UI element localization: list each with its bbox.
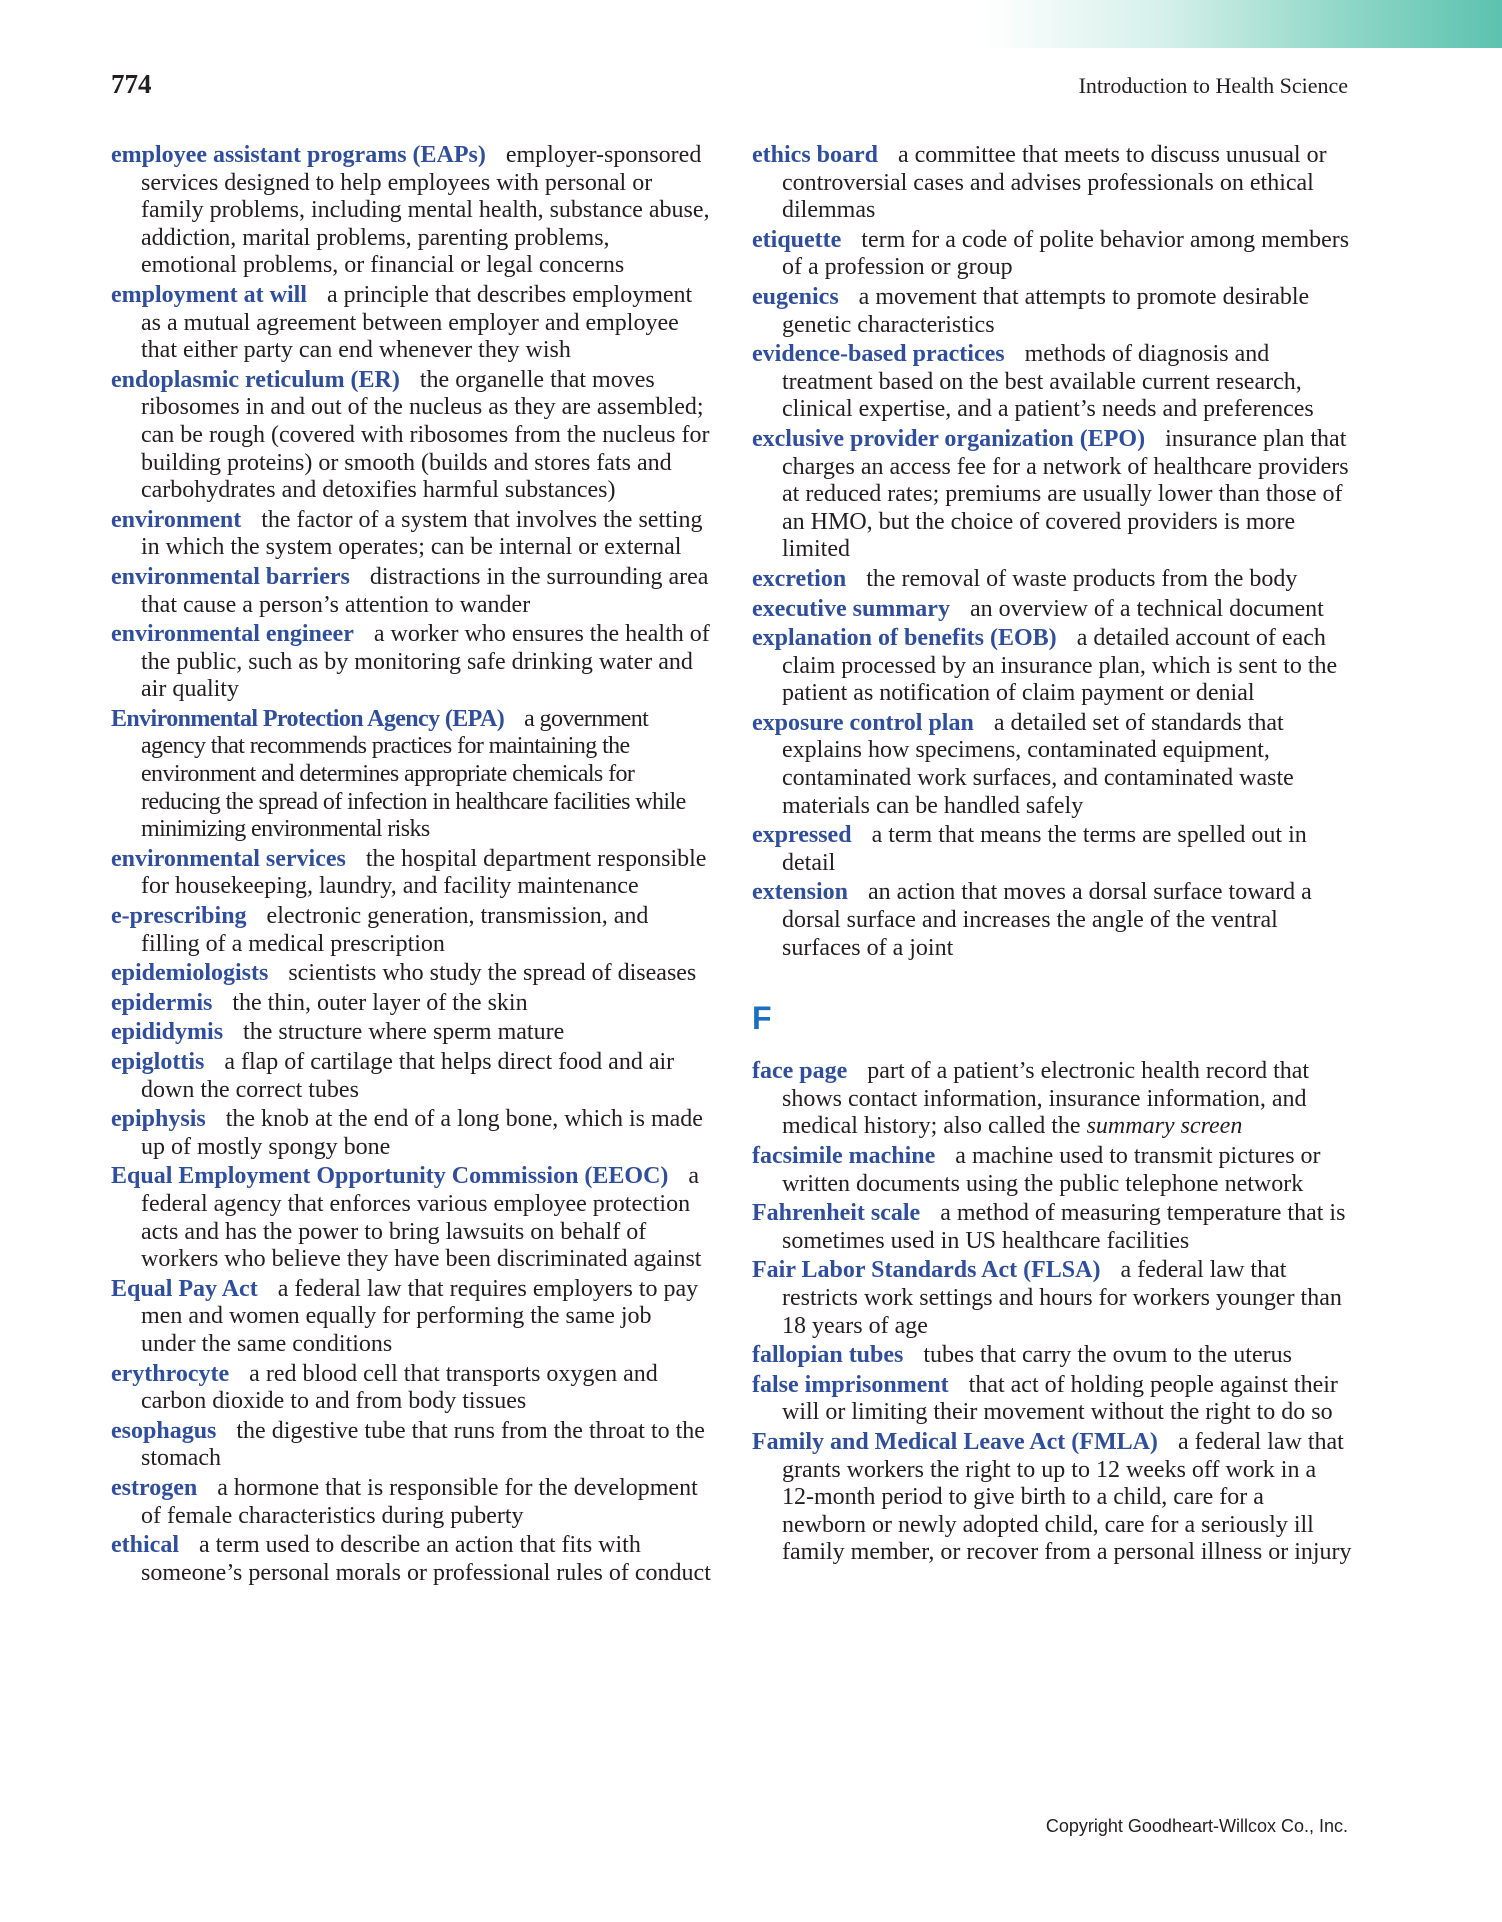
glossary-term: estrogen [111,1474,198,1501]
glossary-term: esophagus [111,1417,217,1444]
glossary-term: e-prescribing [111,903,247,930]
glossary-definition: a government agency that recommends practices for maintaining the environment and determines appropriate chemicals for reducing the spread of infection in healthcare facilities while minimizing environmental risks [141,705,686,843]
glossary-definition: a term used to describe an action that fits with someone’s personal morals or professional rules of conduct [141,1532,711,1586]
glossary-definition: scientists who study the spread of diseases [288,960,697,987]
glossary-entry [111,1418,711,1473]
glossary-entry [752,142,1352,225]
glossary-entry [111,990,711,1018]
glossary-term: Fair Labor Standards Act (FLSA) [752,1257,1101,1284]
glossary-entry [111,142,711,280]
glossary-entry [111,1276,711,1359]
glossary-entry [111,1049,711,1104]
glossary-definition: the factor of a system that involves the setting in which the system operates; can be internal or external [141,506,703,561]
glossary-entry [111,1475,711,1530]
glossary-term: fallopian tubes [752,1342,904,1369]
glossary-entry [111,706,711,844]
glossary-definition: the hospital department responsible for housekeeping, laundry, and facility maintenance [141,845,707,900]
glossary-definition: a principle that describes employment as a mutual agreement between employer and employee that either party can end whenever they wish [141,281,693,364]
glossary-term: environment [111,506,242,533]
glossary-definition: a hormone that is responsible for the development of female characteristics during puberty [141,1474,698,1529]
glossary-entry [752,1200,1352,1255]
glossary-entry [111,564,711,619]
glossary-entry [111,1163,711,1273]
glossary-definition: a federal law that restricts work settings and hours for workers younger than 18 years of age [782,1257,1342,1339]
glossary-term: erythrocyte [111,1360,230,1387]
glossary-definition: insurance plan that charges an access fee for a network of healthcare providers at reduced rates; premiums are usually lower than those of an HMO, but the choice of covered providers is more limited [782,425,1349,563]
glossary-entry [111,621,711,704]
glossary-term: Environmental Protection Agency (EPA) [111,705,505,732]
glossary-term: Equal Employment Opportunity Commission (EEOC) [111,1163,669,1190]
glossary-term: eugenics [752,283,839,310]
glossary-term: epidemiologists [111,960,269,987]
glossary-term: epiphysis [111,1106,206,1133]
glossary-term: exposure control plan [752,709,974,736]
glossary-term: Fahrenheit scale [752,1200,921,1227]
glossary-term: environmental engineer [111,621,354,648]
glossary-entry [752,625,1352,708]
glossary-term: exclusive provider organization (EPO) [752,425,1146,452]
glossary-definition: the digestive tube that runs from the throat to the stomach [141,1417,705,1472]
glossary-entry [752,426,1352,564]
glossary-entry [111,1361,711,1416]
glossary-definition: electronic generation, transmission, and filling of a medical prescription [141,903,649,957]
glossary-definition: the organelle that moves ribosomes in and out of the nucleus as they are assembled; can be rough (covered with ribosomes from the nucleus for building proteins) or smooth (builds and stores fats and carbohydrates and detoxifies harmful substances) [141,366,710,504]
glossary-definition: an overview of a technical document [969,595,1324,622]
glossary-entry [752,1143,1352,1198]
glossary-term: epiglottis [111,1049,205,1075]
glossary-definition: methods of diagnosis and treatment based on the best available current research, clinical expertise, and a patient’s needs and preferences [782,341,1314,423]
corner-color-band [982,0,1502,48]
glossary-definition: a method of measuring temperature that is sometimes used in US healthcare facilities [782,1200,1346,1254]
glossary-entry [752,1342,1352,1370]
glossary-entry [111,367,711,505]
glossary-term: environmental services [111,845,346,872]
glossary-entry [752,1429,1352,1567]
glossary-entry [752,227,1352,282]
glossary-entry [752,1372,1352,1427]
section-letter-heading: F [752,1000,772,1037]
glossary-term: evidence-based practices [752,341,1005,368]
glossary-entry [111,282,711,365]
glossary-definition: the thin, outer layer of the skin [232,989,528,1016]
glossary-term: epidermis [111,989,213,1016]
glossary-definition: distractions in the surrounding area that cause a person’s attention to wander [141,563,709,618]
glossary-definition: a red blood cell that transports oxygen and carbon dioxide to and from body tissues [141,1360,658,1415]
glossary-definition: an action that moves a dorsal surface toward a dorsal surface and increases the angle of the ventral surfaces of a joint [782,879,1312,961]
glossary-term: Equal Pay Act [111,1275,258,1302]
glossary-entry [111,1019,711,1047]
copyright-notice: Copyright Goodheart-Willcox Co., Inc. [1045,1816,1348,1836]
glossary-term: Family and Medical Leave Act (FMLA) [752,1428,1158,1455]
glossary-definition: tubes that carry the ovum to the uterus [923,1342,1292,1369]
glossary-definition: a federal law that grants workers the right to up to 12 weeks off work in a 12-month period to give birth to a child, care for a newborn or newly adopted child, care for a seriously ill family member, or recover from a personal illness or injury [782,1428,1352,1566]
glossary-entry [111,960,711,988]
glossary-entry [752,566,1352,594]
running-head: Introduction to Health Science [1078,73,1348,98]
glossary-term: facsimile machine [752,1143,936,1169]
glossary-definition: a flap of cartilage that helps direct food and air down the correct tubes [141,1049,675,1103]
glossary-definition-italic: summary screen [1086,1113,1243,1140]
glossary-term: endoplasmic reticulum (ER) [111,366,400,393]
glossary-definition: a machine used to transmit pictures or written documents using the public telephone network [782,1143,1321,1197]
glossary-entry [111,903,711,958]
glossary-term: employment at will [111,281,307,308]
glossary-term: extension [752,879,848,906]
glossary-term: employee assistant programs (EAPs) [111,142,486,168]
glossary-term: ethics board [752,142,878,168]
glossary-definition: a detailed account of each claim processed by an insurance plan, which is sent to the patient as notification of claim payment or denial [782,625,1338,707]
glossary-term: environmental barriers [111,563,350,590]
glossary-definition: a federal law that requires employers to pay men and women equally for performing the same job under the same conditions [141,1275,699,1357]
glossary-term: epididymis [111,1019,224,1046]
glossary-left-column [111,142,711,1587]
glossary-definition: a committee that meets to discuss unusual or controversial cases and advises professionals on ethical dilemmas [782,142,1327,224]
glossary-term: ethical [111,1532,179,1559]
glossary-entry [752,822,1352,877]
glossary-entry [111,846,711,901]
glossary-term: expressed [752,822,852,849]
glossary-term: etiquette [752,226,842,253]
glossary-definition: a movement that attempts to promote desirable genetic characteristics [782,283,1310,338]
glossary-definition: part of a patient’s electronic health record that shows contact information, insurance information, and medical history; also called the [782,1058,1310,1140]
glossary-term: executive summary [752,595,950,622]
glossary-definition: a term that means the terms are spelled out in detail [782,822,1307,876]
glossary-entry [111,1106,711,1161]
glossary-term: excretion [752,565,847,592]
glossary-definition: term for a code of polite behavior among members of a profession or group [782,226,1350,281]
glossary-entry [752,710,1352,820]
glossary-definition: employer-sponsored services designed to help employees with personal or family problems, including mental health, substance abuse, addiction, marital problems, parenting problems, emotional problems, or financial or legal concerns [141,142,710,279]
glossary-definition: a worker who ensures the health of the public, such as by monitoring safe drinking water and air quality [141,621,710,703]
glossary-entry [752,1058,1352,1141]
glossary-entry [752,341,1352,424]
glossary-entry [752,596,1352,624]
glossary-definition: the structure where sperm mature [243,1019,565,1046]
glossary-entry [111,1532,711,1587]
page-number: 774 [111,69,152,99]
glossary-entry [752,1257,1352,1340]
glossary-definition: a detailed set of standards that explains how specimens, contaminated equipment, contaminated work surfaces, and contaminated waste materials can be handled safely [782,709,1294,819]
glossary-definition: the removal of waste products from the body [866,565,1298,592]
glossary-definition: that act of holding people against their will or limiting their movement without the right to do so [782,1371,1338,1426]
glossary-entry [752,284,1352,339]
glossary-entry [752,879,1352,962]
glossary-term: explanation of benefits (EOB) [752,625,1057,652]
glossary-entry [111,507,711,562]
glossary-right-column [752,142,1352,1567]
glossary-term: false imprisonment [752,1371,949,1398]
glossary-term: face page [752,1058,848,1085]
glossary-definition: the knob at the end of a long bone, which is made up of mostly spongy bone [141,1106,703,1160]
glossary-definition: a federal agency that enforces various employee protection acts and has the power to bring lawsuits on behalf of workers who believe they have been discriminated against [141,1163,702,1273]
